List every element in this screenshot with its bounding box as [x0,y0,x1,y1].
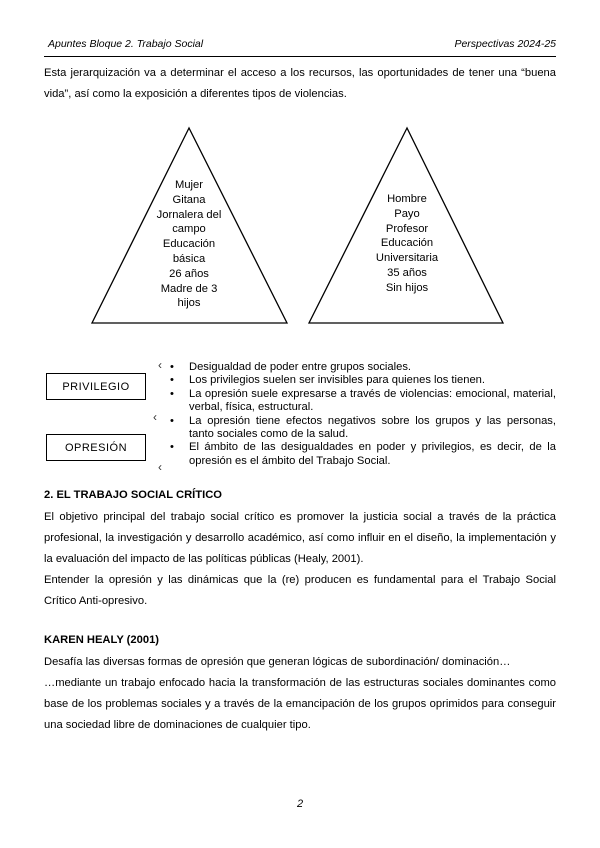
privilegio-box: PRIVILEGIO [46,373,146,400]
intro-paragraph: Esta jerarquización va a determinar el acceso a los recursos, las oportunidades de tener una “buena vida”, así como la exposición a diferentes tipos de violencias. [44,67,556,100]
bracket-mark-top: ‹ [158,358,162,372]
bullet-list [164,361,556,468]
opresion-box: OPRESIÓN [46,434,146,461]
right-triangle-text: Hombre Payo Profesor Educación Universitaria 35 años Sin hijos [375,193,439,294]
list-item: • Los privilegios suelen ser invisibles para quienes los tienen. [164,374,556,387]
bracket-mark-bottom: ‹ [158,460,162,474]
list-item: • La opresión suele expresarse a través de violencias: emocional, material, verbal, física, estructural. [164,388,556,415]
healy-heading: KAREN HEALY (2001) [44,634,160,646]
list-item: • Desigualdad de poder entre grupos sociales. [164,361,556,374]
page-number: 2 [296,798,304,810]
header-left: Apuntes Bloque 2. Trabajo Social [48,38,204,50]
healy-body: Desafía las diversas formas de opresión que generan lógicas de subordinación/ dominación… …mediante un trabajo enfocado hacia la transformación de las estructuras sociales dominantes como base de los problemas sociales y a través de la emancipación de los grupos oprimidos para conseguir una sociedad libre de dominaciones de cualquier tipo. [44,656,556,731]
header-right: Perspectivas 2024-25 [454,38,556,50]
list-item: • El ámbito de las desigualdades en poder y privilegios, es decir, de la opresión es el ámbito del Trabajo Social. [164,441,556,468]
section2-body: El objetivo principal del trabajo social crítico es promover la justicia social a través de la práctica profesional, la investigación y desarrollo académico, así como influir en el diseño, la implementación y la evaluación del impacto de las políticas públicas (Healy, 2001). Entender la opresión y las dinámicas que la (re) producen es fundamental para el Trabajo Social Crítico Anti-opresivo. [44,511,556,607]
bracket-mark-mid: ‹ [153,410,157,424]
left-triangle-text: Mujer Gitana Jornalera del campo Educación básica 26 años Madre de 3 hijos [156,179,222,310]
section-heading: 2. EL TRABAJO SOCIAL CRÍTICO [44,489,222,501]
list-item: • La opresión tiene efectos negativos sobre los grupos y las personas, tanto sociales como de la salud. [164,415,556,442]
